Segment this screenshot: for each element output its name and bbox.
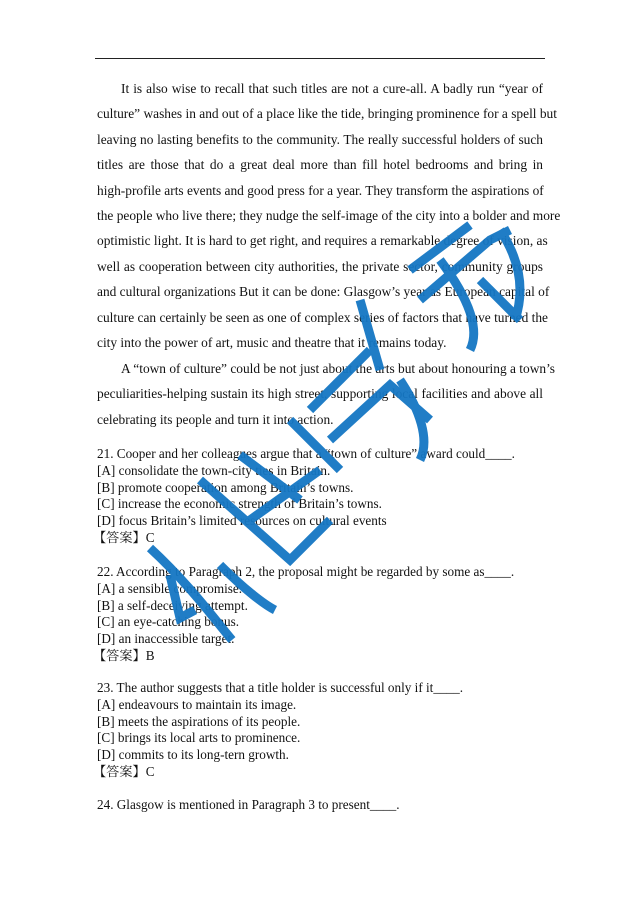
option: [C] an eye-catching bonus. bbox=[97, 614, 240, 630]
text-line: high-profile arts events and good press for a year. They transform the aspirations of bbox=[97, 182, 544, 198]
text-line: peculiarities-helping sustain its high street, supporting local facilities and above all bbox=[97, 386, 543, 402]
option: [D] commits to its long-tern growth. bbox=[97, 747, 289, 763]
question-stem: 23. The author suggests that a title holder is successful only if it____. bbox=[97, 680, 464, 695]
text-line: titles are those that do a great deal more than fill hotel bedrooms and bring in bbox=[97, 157, 543, 173]
option: [C] brings its local arts to prominence. bbox=[97, 730, 301, 746]
question-stem: 21. Cooper and her colleagues argue that a “town of culture” award could____. bbox=[97, 446, 515, 461]
text-line: city into the power of art, music and theatre that it remains today. bbox=[97, 334, 447, 350]
text-line: celebrating its people and turn it into action. bbox=[97, 411, 334, 427]
option: [B] meets the aspirations of its people. bbox=[97, 713, 301, 729]
text-line: and cultural organizations But it can be done: Glasgow’s year as European capital of bbox=[97, 284, 550, 300]
text-line: optimistic light. It is hard to get right, and requires a remarkable degree of vision, as bbox=[97, 233, 548, 249]
answer: 【答案】C bbox=[93, 529, 155, 545]
option: [A] a sensible compromise. bbox=[97, 580, 243, 596]
question-stem: 22. According to Paragraph 2, the proposal might be regarded by some as____. bbox=[97, 564, 515, 579]
option: [A] consolidate the town-city ties in Britain. bbox=[97, 462, 331, 478]
text-line: culture” washes in and out of a place like the tide, bringing prominence for a spell but bbox=[97, 106, 557, 122]
text-line: A “town of culture” could be not just about the arts but about honouring a town’s bbox=[121, 361, 555, 376]
paragraph-2 bbox=[97, 356, 555, 432]
option: [D] an inaccessible target. bbox=[97, 631, 235, 647]
option: [D] focus Britain’s limited resources on cultural events bbox=[97, 513, 387, 529]
option: [B] promote cooperation among Britain’s towns. bbox=[97, 479, 354, 495]
text-line: the people who live there; they nudge the self-image of the city into a bolder and more bbox=[97, 207, 561, 223]
question-22 bbox=[93, 564, 515, 665]
text-line: well as cooperation between city authorities, the private sector, community groups bbox=[97, 258, 543, 274]
question-24 bbox=[97, 797, 400, 814]
header-rule bbox=[95, 58, 545, 59]
question-stem: 24. Glasgow is mentioned in Paragraph 3 to present____. bbox=[97, 797, 400, 812]
paragraph-1 bbox=[97, 76, 561, 355]
text-line: It is also wise to recall that such titles are not a cure-all. A badly run “year of bbox=[121, 81, 543, 96]
text-line: leaving no lasting benefits to the community. The really successful holders of such bbox=[97, 131, 543, 147]
option: [A] endeavours to maintain its image. bbox=[97, 696, 297, 712]
question-21 bbox=[93, 446, 515, 547]
text-line: culture can certainly be seen as one of complex series of factors that have turned the bbox=[97, 309, 548, 325]
option: [C] increase the economic strength of Britain’s towns. bbox=[97, 496, 382, 512]
answer: 【答案】C bbox=[93, 763, 155, 779]
option: [B] a self-deceiving attempt. bbox=[97, 597, 248, 613]
answer: 【答案】B bbox=[93, 647, 155, 663]
question-23 bbox=[93, 680, 464, 781]
